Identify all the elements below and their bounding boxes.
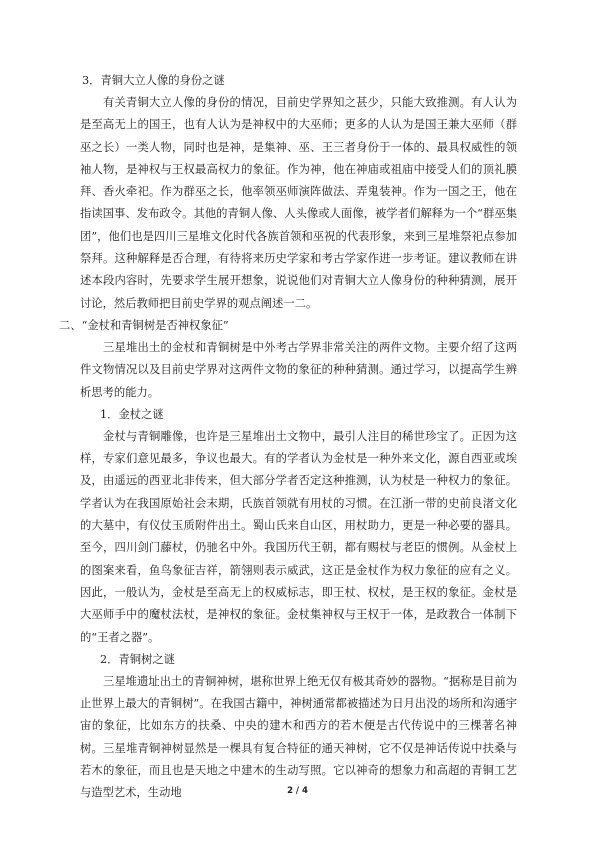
part-2-heading: 二、“金杖和青铜树是否神权象征”	[59, 318, 229, 332]
page-number: 2 / 4	[287, 786, 308, 796]
section-1-paragraph: 金杖与青铜雕像，也许是三星堆出土文物中，最引人注目的稀世珍宝了。正因为这样，专家们意见最多，争议也最大。有的学者认为金杖是一种外来文化，源自西亚或埃及，由遥远的西亚北非传来，但大部分学者否定这种推测，认为杖是一种权力的象征。学者认为在我国原始社会末期，氏族首领就有用杖的习惯。在江浙一带的史前良渚文化的大墓中，有仪仗玉质附件出土。蜀山氏来自山区，用杖助力，更是一种必要的器具。至今，四川剑门藤杖，仍驰名中外。我国历代王朝，都有赐杖与老臣的惯例。从金杖上的图案来看，鱼鸟象征吉祥，箭翎则表示威武，这正是金杖作为权力象征的应有之义。因此，一般认为，金杖是至高无上的权威标志，即王杖、权杖，是王权的象征。金杖是大巫师手中的魔杖法杖，是神权的象征。金杖集神权与王权于一体，是政教合一体制下的“王者之器”。	[80, 429, 517, 644]
section-3-heading: 3．青铜大立人像的身份之谜	[82, 74, 225, 87]
section-1-heading: 1．金杖之谜	[100, 407, 164, 421]
part-2-paragraph: 三星堆出土的金杖和青铜树是中外考古学界非常关注的两件文物。主要介绍了这两件文物情况以及目前史学界对这两件文物的象征的种种猜测。通过学习，以提高学生辨析思考的能力。	[80, 340, 517, 399]
section-2-paragraph: 三星堆遗址出土的青铜神树，堪称世界上绝无仅有极其奇妙的器物。“据称是目前为止世界上最大的青铜树”。在我国古籍中，神树通常都被描述为日月出没的场所和沟通宇宙的象征，比如东方的扶桑、中央的建木和西方的若木便是古代传说中的三棵著名神树。三星堆青铜神树显然是一棵具有复合特征的通天神树，它不仅是神话传说中扶桑与若木的象征，而且也是天地之中建木的生动写照。它以神奇的想象力和高超的青铜工艺与造型艺术，生动地	[80, 674, 517, 800]
page-content	[59, 70, 517, 805]
section-3-paragraph: 有关青铜大立人像的身份的情况，目前史学界知之甚少，只能大致推测。有人认为是至高无上的国王，也有人认为是神权中的大巫师；更多的人认为是国王兼大巫师（群巫之长）一类人物，同时也是神，是集神、巫、王三者身份于一体的、最具权威性的领袖人物，是神权与王权最高权力的象征。作为神，他在神庙或祖庙中接受人们的顶礼膜拜、香火牵祀。作为群巫之长，他率领巫师演阵做法、弄鬼装神。作为一国之王，他在指读国事、发布政令。其他的青铜人像、人头像或人面像，被学者们解释为一个“群巫集团”，他们也是四川三星堆文化时代各族首领和巫祝的代表形象，来到三星堆祭祀点参加祭拜。这种解释是否合理，有待将来历史学家和考古学家作进一步考证。建议教师在讲述本段内容时，先要求学生展开想象，说说他们对青铜大立人像身份的种种猜测，展开讨论，然后教师把目前史学界的观点阐述一二。	[80, 96, 517, 310]
section-2-heading: 2．青铜树之谜	[100, 652, 175, 666]
